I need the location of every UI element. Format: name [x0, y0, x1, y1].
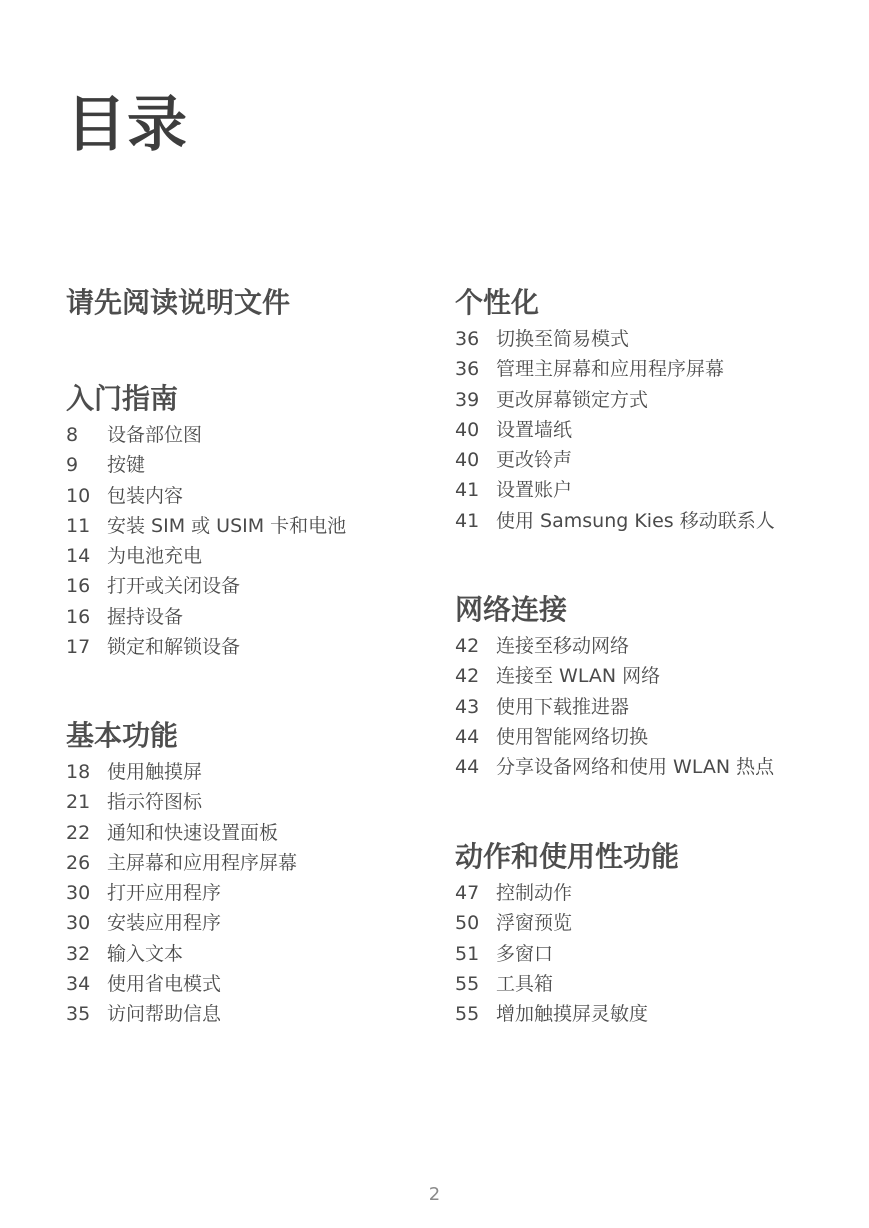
toc-entry-page: 21 [66, 791, 91, 814]
toc-entry-title: 握持设备 [107, 605, 184, 628]
toc-entry[interactable] [455, 415, 775, 445]
toc-entry-page: 17 [66, 636, 91, 659]
toc-entry-page: 42 [455, 635, 480, 657]
toc-entry-page: 43 [455, 695, 480, 718]
toc-entry-page: 30 [66, 912, 91, 935]
toc-entry-page: 44 [455, 725, 480, 748]
toc-entry-title: 安装应用程序 [107, 912, 222, 935]
toc-entry-page: 9 [66, 454, 79, 477]
toc-entry-page: 10 [66, 484, 91, 507]
toc-entry-page: 55 [455, 1003, 480, 1026]
toc-entry[interactable] [455, 722, 774, 752]
toc-section-getting-started [66, 382, 346, 662]
toc-entry-title: 设置墙纸 [496, 418, 573, 441]
toc-entry-title: 连接至 WLAN 网络 [496, 665, 661, 688]
toc-entry[interactable] [66, 420, 346, 450]
toc-entry-page: 41 [455, 479, 480, 502]
toc-entry-page: 40 [455, 418, 480, 441]
toc-entry-title: 控制动作 [496, 882, 573, 904]
toc-entry[interactable] [66, 632, 346, 662]
toc-entry[interactable] [66, 481, 346, 511]
toc-entry[interactable] [66, 848, 297, 878]
toc-entry-page: 34 [66, 973, 91, 996]
toc-entry-title: 通知和快速设置面板 [107, 821, 279, 844]
toc-entry[interactable] [66, 602, 346, 632]
toc-entry[interactable] [455, 631, 774, 661]
toc-entry-page: 47 [455, 882, 480, 904]
toc-entry-list [455, 878, 679, 1029]
toc-entry-title: 输入文本 [107, 942, 184, 965]
toc-section-personalization [455, 286, 775, 536]
toc-entry-title: 增加触摸屏灵敏度 [496, 1003, 649, 1026]
toc-entry[interactable] [455, 324, 775, 354]
toc-entry-title: 使用下载推进器 [496, 695, 630, 718]
toc-entry-title: 浮窗预览 [496, 912, 573, 935]
toc-entry-page: 32 [66, 942, 91, 965]
toc-entry-page: 26 [66, 851, 91, 874]
toc-entry-page: 11 [66, 514, 91, 537]
toc-entry[interactable] [455, 969, 679, 999]
toc-entry[interactable] [455, 878, 679, 908]
toc-entry-list [455, 631, 774, 782]
toc-entry-page: 39 [455, 388, 480, 411]
toc-entry[interactable] [455, 506, 775, 536]
toc-entry[interactable] [455, 908, 679, 938]
toc-entry-list [66, 420, 346, 662]
toc-entry-title: 锁定和解锁设备 [107, 636, 241, 659]
toc-entry[interactable] [455, 999, 679, 1029]
toc-entry-title: 安装 SIM 或 USIM 卡和电池 [107, 514, 347, 537]
toc-entry-page: 14 [66, 545, 91, 568]
toc-entry-page: 30 [66, 882, 91, 905]
toc-entry[interactable] [66, 450, 346, 480]
toc-entry[interactable] [66, 878, 297, 908]
toc-entry[interactable] [66, 969, 297, 999]
toc-entry[interactable] [455, 939, 679, 969]
toc-section-basics [66, 719, 297, 1030]
toc-entry-title: 切换至简易模式 [496, 328, 630, 350]
toc-entry-list [455, 324, 775, 536]
toc-entry-page: 41 [455, 509, 480, 532]
toc-entry[interactable] [66, 757, 297, 787]
toc-entry-page: 50 [455, 912, 480, 935]
toc-section-network [455, 593, 774, 782]
toc-entry[interactable] [66, 787, 297, 817]
toc-entry-page: 8 [66, 424, 79, 446]
toc-entry-title: 连接至移动网络 [496, 635, 630, 657]
page-number: 2 [428, 1184, 441, 1205]
toc-entry-page: 51 [455, 942, 480, 965]
toc-entry-title: 主屏幕和应用程序屏幕 [107, 851, 298, 874]
toc-entry[interactable] [455, 354, 775, 384]
toc-entry-title: 设备部位图 [107, 424, 203, 446]
toc-entry-page: 16 [66, 575, 91, 598]
section-heading: 个性化 [455, 286, 540, 319]
toc-entry-page: 36 [455, 328, 480, 350]
toc-entry-page: 55 [455, 972, 480, 995]
section-heading: 请先阅读说明文件 [66, 286, 291, 319]
toc-entry[interactable] [455, 692, 774, 722]
page-title: 目录 [66, 90, 188, 160]
toc-entry[interactable] [66, 999, 297, 1029]
section-heading: 基本功能 [66, 719, 179, 752]
toc-entry-title: 包装内容 [107, 484, 184, 507]
toc-entry-page: 44 [455, 756, 480, 779]
toc-entry-title: 管理主屏幕和应用程序屏幕 [496, 358, 725, 381]
toc-entry-title: 打开或关闭设备 [107, 575, 241, 598]
toc-entry-title: 使用触摸屏 [107, 761, 203, 783]
toc-entry-page: 42 [455, 665, 480, 688]
toc-entry-page: 35 [66, 1003, 91, 1026]
toc-entry-title: 工具箱 [496, 972, 554, 995]
toc-entry-title: 更改屏幕锁定方式 [496, 388, 649, 411]
toc-entry[interactable] [455, 445, 775, 475]
toc-entry-page: 16 [66, 605, 91, 628]
toc-entry-title: 使用智能网络切换 [496, 725, 649, 748]
toc-section-motion [455, 840, 679, 1029]
section-heading: 入门指南 [66, 382, 179, 415]
toc-entry-title: 访问帮助信息 [107, 1003, 222, 1026]
toc-entry[interactable] [455, 752, 774, 782]
toc-entry-title: 打开应用程序 [107, 882, 222, 905]
toc-entry-title: 多窗口 [496, 942, 554, 965]
toc-entry-title: 指示符图标 [107, 791, 203, 814]
toc-entry[interactable] [455, 385, 775, 415]
toc-entry[interactable] [66, 818, 297, 848]
toc-entry-title: 使用 Samsung Kies 移动联系人 [496, 509, 775, 532]
toc-entry-page: 22 [66, 821, 91, 844]
toc-entry-title: 按键 [107, 454, 146, 477]
section-heading: 动作和使用性功能 [455, 840, 680, 873]
toc-entry[interactable] [66, 511, 346, 541]
toc-entry-title: 为电池充电 [107, 545, 203, 568]
toc-entry-page: 36 [455, 358, 480, 381]
toc-entry[interactable] [455, 475, 775, 505]
toc-section-read-first [66, 286, 290, 324]
toc-entry-title: 使用省电模式 [107, 973, 222, 996]
toc-entry-title: 设置账户 [496, 479, 573, 502]
toc-entry-title: 更改铃声 [496, 449, 573, 472]
toc-entry[interactable] [66, 939, 297, 969]
toc-entry-list [66, 757, 297, 1030]
toc-entry[interactable] [66, 908, 297, 938]
toc-entry-title: 分享设备网络和使用 WLAN 热点 [496, 756, 775, 779]
toc-entry[interactable] [455, 661, 774, 691]
toc-entry[interactable] [66, 541, 346, 571]
toc-entry[interactable] [66, 571, 346, 601]
toc-entry-page: 18 [66, 761, 91, 783]
toc-entry-page: 40 [455, 449, 480, 472]
section-heading: 网络连接 [455, 593, 568, 626]
